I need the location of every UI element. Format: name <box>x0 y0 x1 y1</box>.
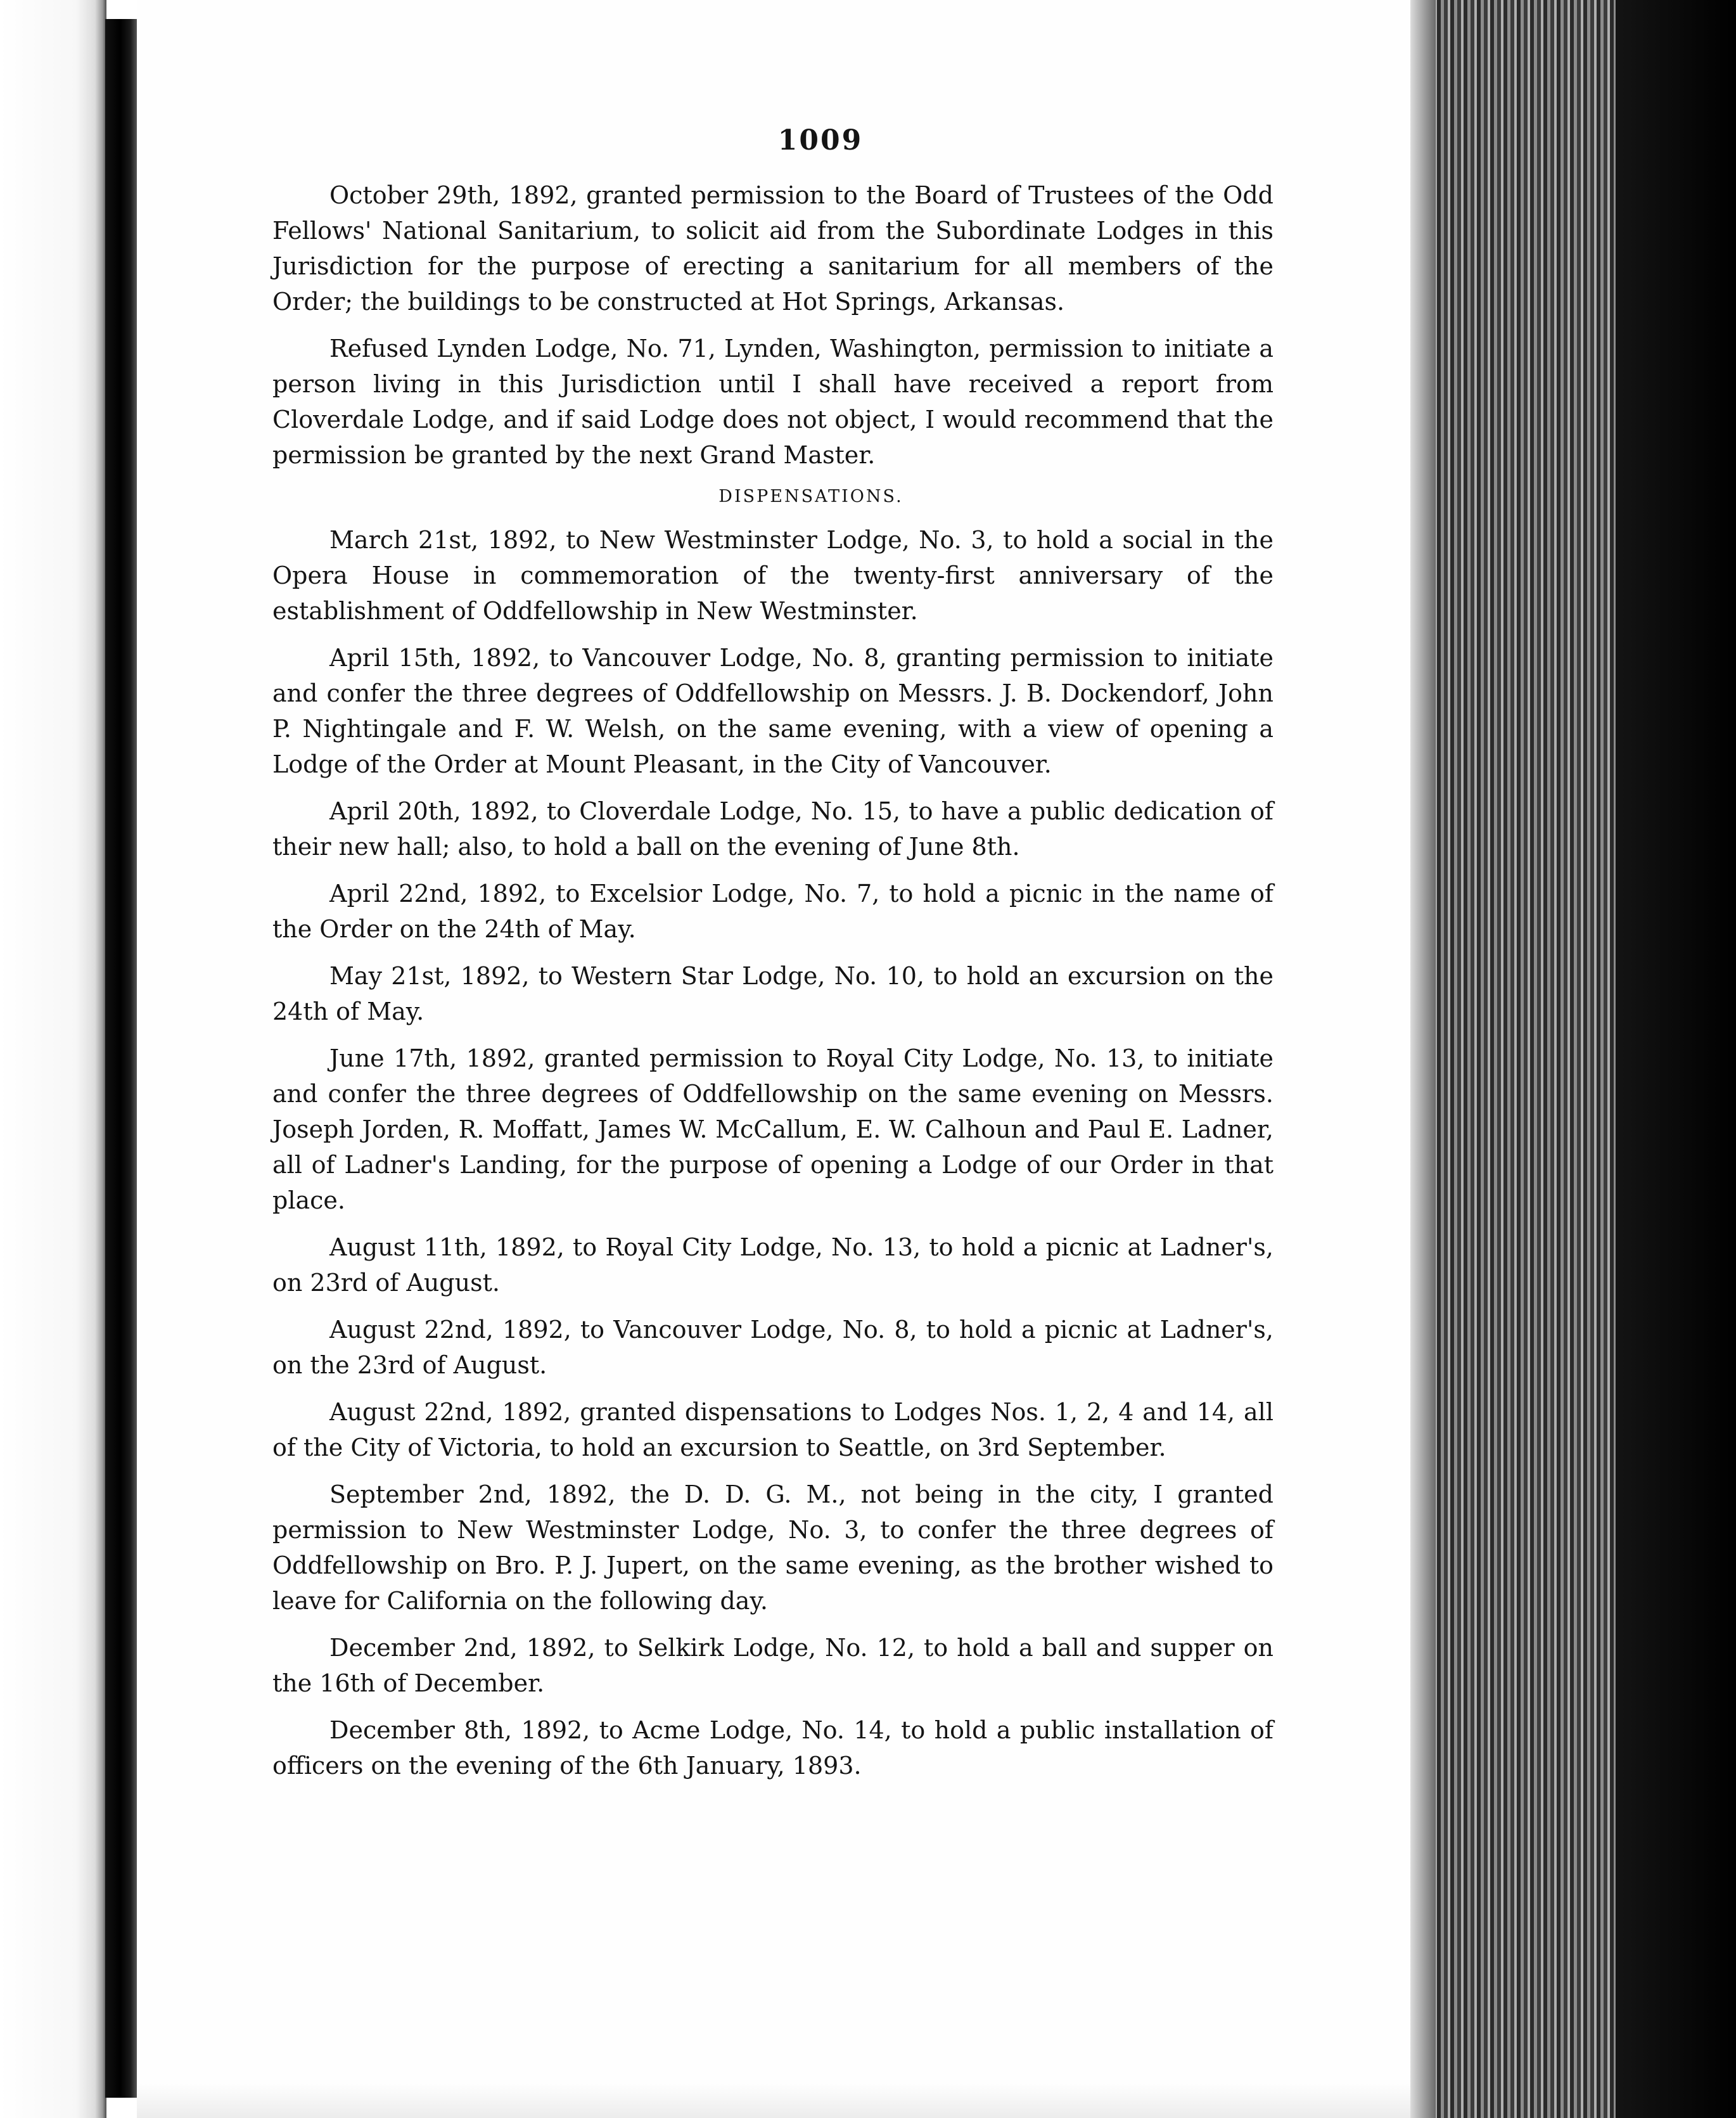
dispensation-paragraph: March 21st, 1892, to New Westminster Lodge, No. 3, to hold a social in the Opera House in commemoration of the twenty-first anniversary of the establishment of Oddfellowship in New Westminster. <box>272 526 1273 625</box>
dispensation-paragraph: May 21st, 1892, to Western Star Lodge, No. 10, to hold an excursion on the 24th of May. <box>272 962 1273 1025</box>
page-text-block <box>272 124 1273 1795</box>
dispensation-paragraph: April 20th, 1892, to Cloverdale Lodge, No. 15, to have a public dedication of their new hall; also, to hold a ball on the evening of June 8th. <box>272 797 1273 861</box>
left-page-edge <box>0 0 106 2118</box>
section-heading: DISPENSATIONS. <box>718 487 903 506</box>
paragraph-sanitarium-permission: October 29th, 1892, granted permission to the Board of Trustees of the Odd Fellows' National Sanitarium, to solicit aid from the Subordinate Lodges in this Jurisdiction for the purpose of erecting a sanitarium for all members of the Order; the buildings to be constructed at Hot Springs, Arkansas. <box>272 181 1273 316</box>
dispensation-paragraph: June 17th, 1892, granted permission to Royal City Lodge, No. 13, to initiate and confer the three degrees of Oddfellowship on the same evening on Messrs. Joseph Jorden, R. Moffatt, James W. McCallum, E. W. Calhoun and Paul E. Ladner, all of Ladner's Landing, for the purpose of opening a Lodge of our Order in that place. <box>272 1044 1273 1214</box>
dispensation-paragraph: December 2nd, 1892, to Selkirk Lodge, No. 12, to hold a ball and supper on the 16th of December. <box>272 1634 1273 1697</box>
page-number: 1009 <box>777 124 864 157</box>
dispensation-paragraph: August 22nd, 1892, granted dispensations to Lodges Nos. 1, 2, 4 and 14, all of the City of Victoria, to hold an excursion to Seattle, on 3rd September. <box>272 1398 1273 1461</box>
dispensation-paragraph: September 2nd, 1892, the D. D. G. M., not being in the city, I granted permission to New Westminster Lodge, No. 3, to confer the three degrees of Oddfellowship on Bro. P. J. Jupert, on the same evening, as the brother wished to leave for California on the following day. <box>272 1480 1273 1615</box>
dispensation-paragraph: August 22nd, 1892, to Vancouver Lodge, No. 8, to hold a picnic at Ladner's, on the 23rd of August. <box>272 1316 1273 1379</box>
dispensation-paragraph: December 8th, 1892, to Acme Lodge, No. 14, to hold a public installation of officers on the evening of the 6th January, 1893. <box>272 1716 1273 1780</box>
right-page-stack-edge <box>1410 0 1736 2118</box>
dispensation-paragraph: August 11th, 1892, to Royal City Lodge, No. 13, to hold a picnic at Ladner's, on 23rd of August. <box>272 1233 1273 1297</box>
dispensation-paragraph: April 22nd, 1892, to Excelsior Lodge, No. 7, to hold a picnic in the name of the Order on the 24th of May. <box>272 880 1273 943</box>
dispensation-paragraph: April 15th, 1892, to Vancouver Lodge, No. 8, granting permission to initiate and confer the three degrees of Oddfellowship on Messrs. J. B. Dockendorf, John P. Nightingale and F. W. Welsh, on the same evening, with a view of opening a Lodge of the Order at Mount Pleasant, in the City of Vancouver. <box>272 644 1273 778</box>
book-spine-shadow <box>105 19 137 2098</box>
paragraph-lynden-refusal: Refused Lynden Lodge, No. 71, Lynden, Washington, permission to initiate a person living in this Jurisdiction until I shall have received a report from Cloverdale Lodge, and if said Lodge does not object, I would recommend that the permission be granted by the next Grand Master. <box>272 335 1273 469</box>
page-bottom-shadow <box>137 2084 1410 2118</box>
